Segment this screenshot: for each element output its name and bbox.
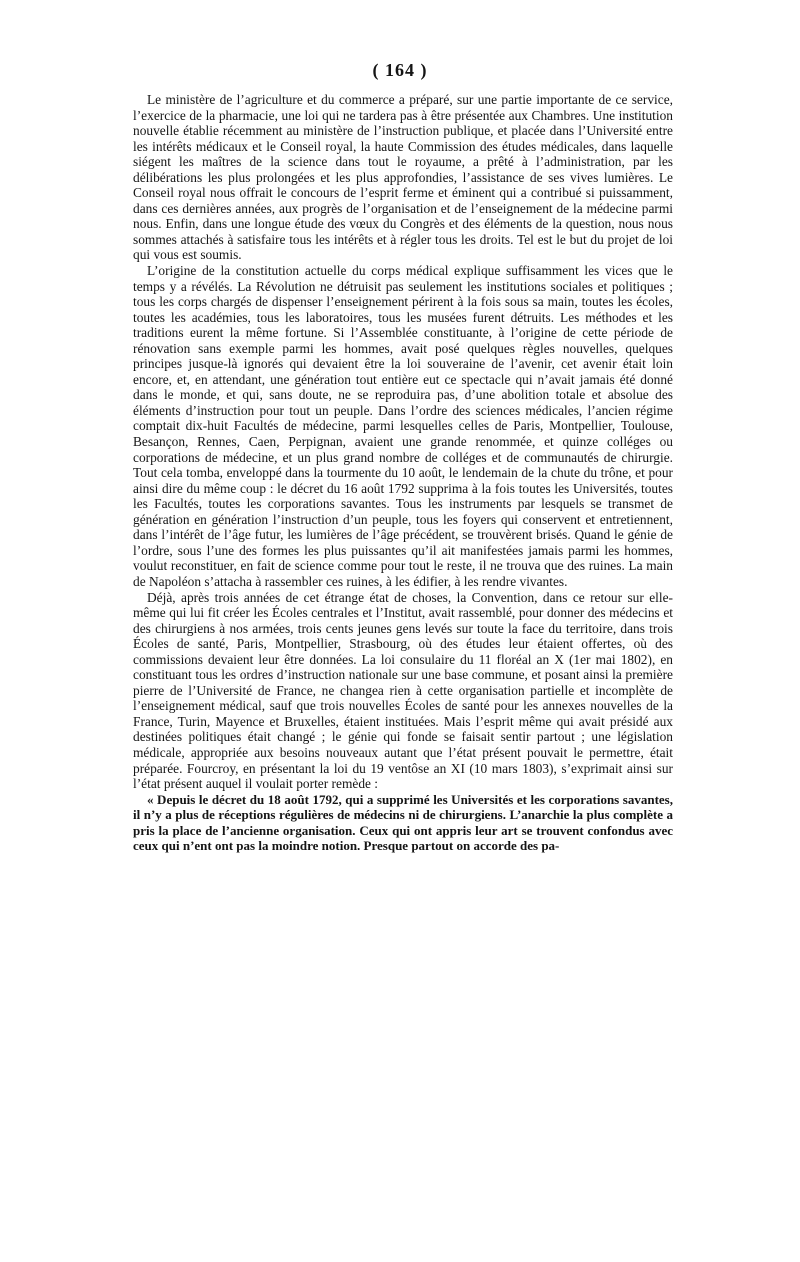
page-number: ( 164 ) [372, 60, 428, 80]
quoted-paragraph: « Depuis le décret du 18 août 1792, qui a supprimé les Universités et les corporations savantes, il n’y a plus de réceptions régulières de médecins ni de chirurgiens. L’anarchie la plus complète a pris la place de l’ancienne organisation. Ceux qui ont appris leur art se trouvent confondus avec ceux qui n’ent ont pas la moindre notion. Presque partout on accorde des pa- [133, 791, 673, 854]
body-text [133, 92, 673, 854]
paragraph: L’origine de la constitution actuelle du corps médical explique suffisamment les vices que le temps y a révélés. La Révolution ne détruisit pas seulement les institutions sociales et politiques ; tous les corps chargés de dispenser l’enseignement périrent à la fois sous sa main, toutes les écoles, toutes les académies, tous les laboratoires, tous les musées furent détruits. Les méthodes et les traditions eurent la même fortune. Si l’Assemblée constituante, à l’origine de cette période de rénovation sans exemple parmi les hommes, avait posé quelques règles nouvelles, quelques principes jusque-là ignorés qui devaient être la loi souveraine de l’avenir, cet avenir était loin encore, et, en attendant, une génération tout entière eut ce spectacle qui n’avait jamais été donné dans le monde, et qui, sans doute, ne se reproduira pas, d’une abolition totale et absolue des éléments d’instruction pour tout un peuple. Dans l’ordre des sciences médicales, l’ancien régime comptait dix-huit Facultés de médecine, parmi lesquelles celles de Paris, Montpellier, Toulouse, Besançon, Rennes, Caen, Perpignan, avaient une grande renommée, et quinze colléges ou corporations de médecine, et un plus grand nombre de colléges et de communautés de chirurgie. Tout cela tomba, enveloppé dans la tourmente du 10 août, le lendemain de la chute du trône, et pour ainsi dire du même coup : le décret du 16 août 1792 supprima à la fois toutes les Universités, toutes les Facultés, toutes les corporations savantes. Tous les instruments par lesquels se transmet de génération en génération l’instruction d’un peuple, tous les foyers qui conservent et entretiennent, dans l’intérêt de l’âge futur, les lumières de l’âge précédent, se trouvèrent brisés. Quand le génie de l’ordre, sous l’une des formes les plus puissantes qu’il ait manifestées jamais parmi les hommes, voulut reconstituer, en fait de science comme pour tout le reste, il ne trouva que des ruines. La main de Napoléon s’attacha à rassembler ces ruines, à les édifier, à les rendre vivantes. [133, 263, 673, 589]
paragraph: Le ministère de l’agriculture et du commerce a préparé, sur une partie importante de ce service, l’exercice de la pharmacie, une loi qui ne tardera pas à être présentée aux Chambres. Une institution nouvelle établie récemment au ministère de l’instruction publique, et placée dans l’Université entre les intérêts médicaux et le Conseil royal, la haute Commission des études médicales, dans laquelle siégent les maîtres de la science dans tout le royaume, a prêté à l’administration, par les délibérations les plus prolongées et les plus approfondies, l’assistance de ses vives lumières. Le Conseil royal nous offrait le concours de l’esprit ferme et éminent qui a contribué si puissamment, dans ces dernières années, aux progrès de l’organisation et de l’enseignement de la médecine parmi nous. Enfin, dans une longue étude des vœux du Congrès et des éléments de la question, nous nous sommes attachés à satisfaire tous les intérêts et à régler tous les droits. Tel est le but du projet de loi qui vous est soumis. [133, 92, 673, 263]
paragraph: Déjà, après trois années de cet étrange état de choses, la Convention, dans ce retour sur elle-même qui lui fit créer les Écoles centrales et l’Institut, avait rassemblé, pour donner des médecins et des chirurgiens à nos armées, trois cents jeunes gens levés sur toute la face du territoire, dans trois Écoles de santé, Paris, Montpellier, Strasbourg, où des études leur étaient offertes, où des commissions devaient leur être données. La loi consulaire du 11 floréal an X (1er mai 1802), en constituant tous les ordres d’instruction nationale sur une base commune, et posant ainsi la première pierre de l’Université de France, ne changea rien à cette organisation partielle et incomplète de l’enseignement médical, sauf que trois nouvelles Écoles de santé pour les annexes nouvelles de la France, Turin, Mayence et Bruxelles, étaient instituées. Mais l’esprit même qui avait présidé aux destinées politiques était changé ; le génie qui fonde se faisait sentir partout ; une législation médicale, appropriée aux besoins nouveaux autant que l’état présent pouvait le permettre, était préparée. Fourcroy, en présentant la loi du 19 ventôse an XI (10 mars 1803), s’exprimait ainsi sur l’état présent auquel il voulait porter remède : [133, 589, 673, 792]
